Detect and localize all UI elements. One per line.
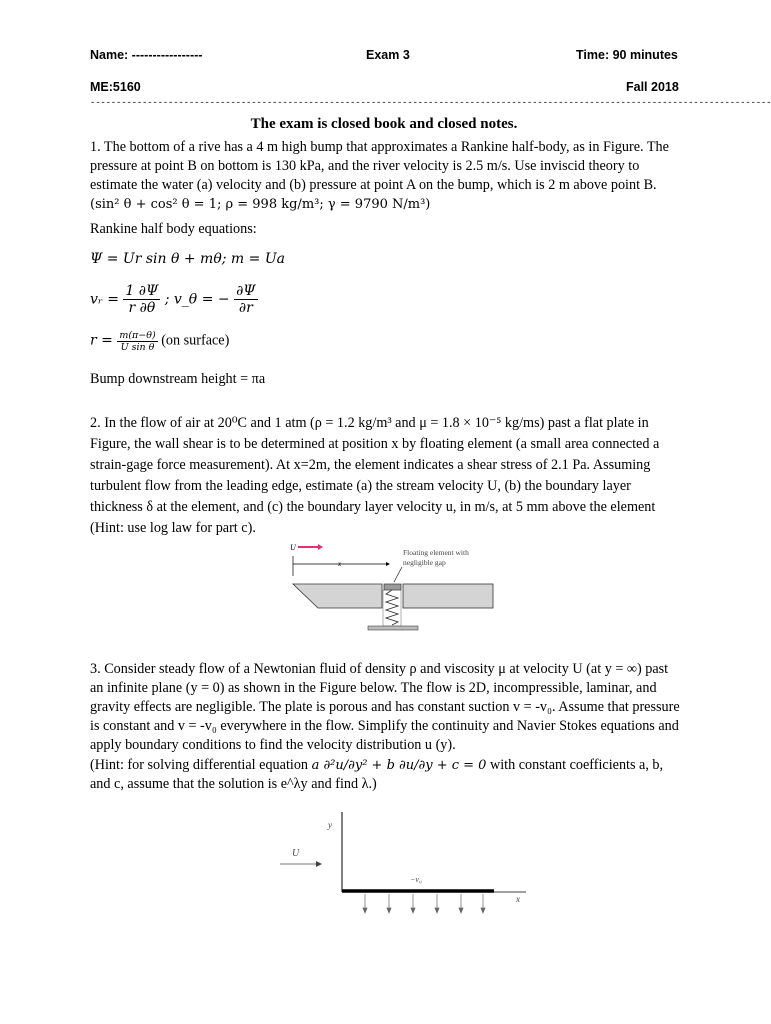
problem-3-text xyxy=(90,660,680,755)
x-dim-arrow xyxy=(386,562,390,566)
bump-height-line: Bump downstream height = πa xyxy=(90,371,266,387)
stream-function-equation: Ψ = Ur sin θ + mθ; m = Ua xyxy=(90,251,285,267)
flow-arrow-head xyxy=(318,544,323,550)
time-label: Time: 90 minutes xyxy=(576,48,678,62)
x-axis-label: x xyxy=(516,894,520,904)
floating-element xyxy=(384,584,401,590)
problem-3-hint xyxy=(90,756,680,794)
hint-intro: (Hint: for solving differential equation xyxy=(90,757,312,773)
problem-1-text xyxy=(90,138,680,214)
problem-1-givens: (sin² θ + cos² θ = 1; ρ = 998 kg/m³; γ = 9790 N/m³) xyxy=(90,197,431,212)
exam-label: Exam 3 xyxy=(366,48,410,62)
r-denominator: U sin θ xyxy=(120,342,155,353)
note-leader-line xyxy=(394,567,402,582)
rankine-intro: Rankine half body equations: xyxy=(90,221,257,237)
r-numerator: m(π−θ) xyxy=(119,330,156,341)
strain-gage-spring xyxy=(386,590,398,625)
flat-plate-figure xyxy=(282,540,502,636)
y-axis-label: y xyxy=(328,820,332,830)
plate-left-section xyxy=(293,584,382,608)
name-field-label: Name: ----------------- xyxy=(90,48,203,62)
figure-2-u-label: U xyxy=(290,543,296,552)
vr-numerator: 1 ∂Ψ xyxy=(125,283,159,299)
hint-rest: with constant coefficients a, b, and c, assume that the solution is e^λy and find λ.) xyxy=(90,757,664,792)
porous-plate-figure xyxy=(276,808,536,920)
vtheta-lhs: ; v_θ = − xyxy=(164,291,230,308)
surface-radius-equation xyxy=(90,330,229,353)
r-lhs: r = xyxy=(90,332,118,349)
freestream-u-label: U xyxy=(292,848,300,859)
hint-equation: a ∂²u/∂y² + b ∂u/∂y + c = 0 xyxy=(311,758,487,773)
figure-2-x-label: x xyxy=(338,560,342,568)
vtheta-numerator: ∂Ψ xyxy=(236,283,256,299)
vtheta-fraction xyxy=(234,283,258,316)
plate-right-section xyxy=(403,584,493,608)
floating-element-note-2: negligible gap xyxy=(403,558,446,567)
r-note: (on surface) xyxy=(161,332,230,349)
vr-lhs: vᵣ = xyxy=(90,291,124,308)
vr-fraction xyxy=(123,283,160,316)
problem-2-text: 2. In the flow of air at 20⁰C and 1 atm (ρ = 1.2 kg/m³ and μ = 1.8 × 10⁻⁵ kg/ms) past a flat plate in Figure, the wall shear is to be determined at position x by floating element (a small area connected a strain-gage force measurement). At x=2m, the element indicates a shear stress of 2.1 Pa. Assuming turbulent flow from the leading edge, estimate (a) the stream velocity U, (b) the boundary layer thickness δ at the element, and (c) the boundary layer velocity u, in m/s, at 5 mm above the element (Hint: use log law for part c). xyxy=(90,415,660,536)
floating-element-note-1: Floating element with xyxy=(403,548,469,557)
course-label: ME:5160 xyxy=(90,80,141,94)
header-separator: ----------------------------------------------------------------------------------------------------------------------------------- xyxy=(90,98,771,108)
vr-denominator: r ∂θ xyxy=(128,300,156,316)
r-fraction xyxy=(117,330,157,353)
freestream-arrow-head xyxy=(316,861,322,867)
suction-velocity-label: −v₀ xyxy=(410,875,422,884)
velocity-components-equation xyxy=(90,283,258,316)
gage-base xyxy=(368,626,418,630)
problem-3-statement: 3. Consider steady flow of a Newtonian fluid of density ρ and viscosity μ at velocity U (at y = ∞) past an infinite plane (y = 0) as shown in the Figure below. The flow is 2D, incompressible, laminar, and gravity effects are negligible. The plate is porous and has constant suction v = -v₀. Assume that pressure is constant and v = -v₀ everywhere in the flow. Simplify the continuity and Navier Stokes equations and apply boundary conditions to find the velocity distribution u (y). xyxy=(90,661,680,753)
problem-1-statement: 1. The bottom of a rive has a 4 m high bump that approximates a Rankine half-body, as in Figure. The pressure at point B on bottom is 130 kPa, and the river velocity is 2.5 m/s. Use inviscid theory to estimate the water (a) velocity and (b) pressure at point A on the bump, which is 2 m above point B. xyxy=(90,139,669,193)
term-label: Fall 2018 xyxy=(626,80,679,94)
exam-title: The exam is closed book and closed notes. xyxy=(250,116,518,132)
suction-arrows xyxy=(363,894,485,913)
vtheta-denominator: ∂r xyxy=(238,300,253,316)
